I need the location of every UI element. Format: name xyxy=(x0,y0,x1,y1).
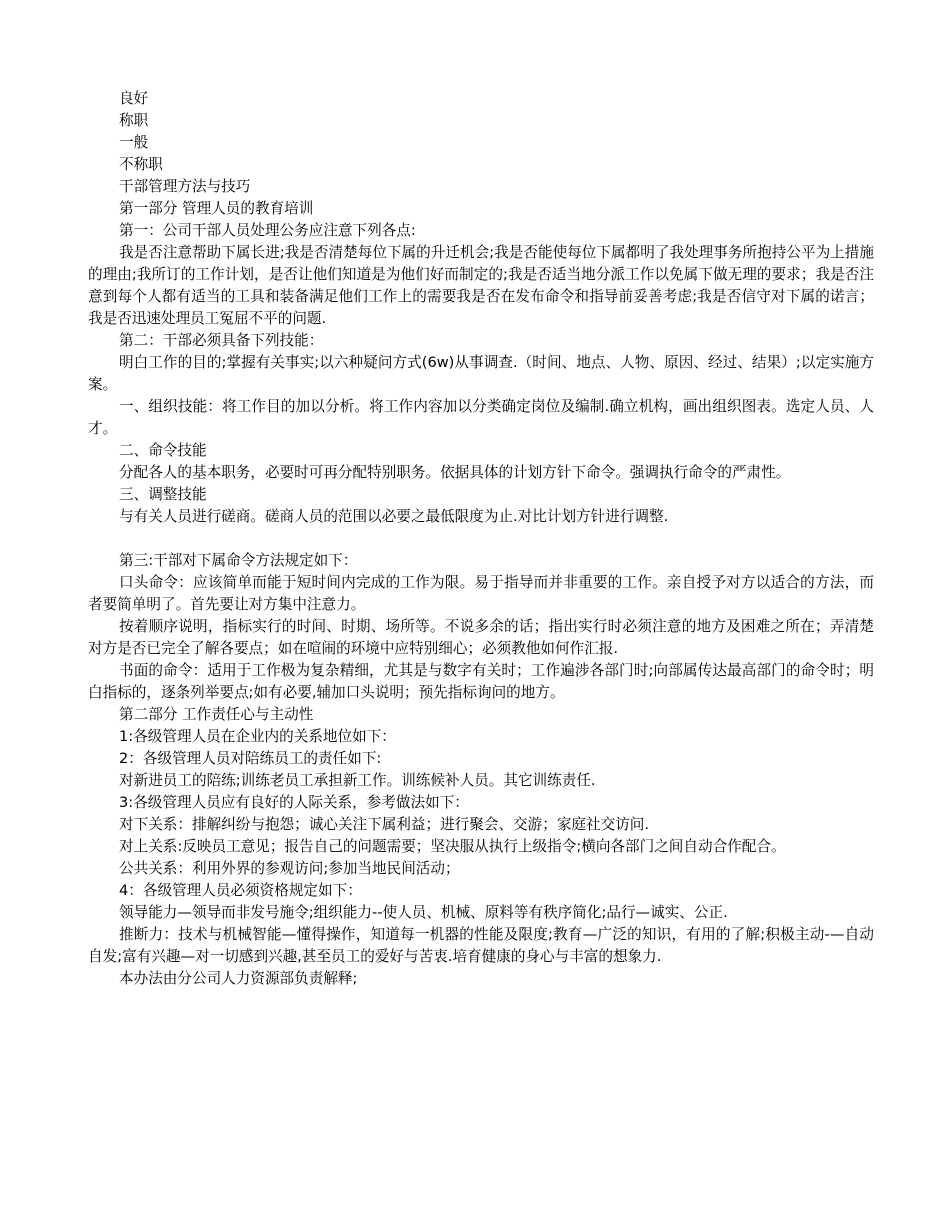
paragraph: 与有关人员进行磋商。磋商人员的范围以必要之最低限度为止.对比计划方针进行调整. xyxy=(119,508,669,525)
document-body xyxy=(88,88,874,990)
paragraph: 推断力：技术与机械智能—懂得操作，知道每一机器的性能及限度;教育—广泛的知识，有用的了解;积极主动-—自动自发;富有兴趣—对一切感到兴趣,甚至员工的爱好与苦衷.培育健康的身心与丰富的想象力. xyxy=(88,926,874,965)
rating-good: 良好 xyxy=(119,90,149,107)
paragraph: 分配各人的基本职务，必要时可再分配特别职务。依据具体的计划方针下命令。强调执行命令的严肃性。 xyxy=(119,464,791,481)
paragraph: 3:各级管理人员应有良好的人际关系，参考做法如下： xyxy=(119,794,469,811)
paragraph: 领导能力—领导而非发号施令;组织能力--使人员、机械、原料等有秩序简化;品行—诚实、公正. xyxy=(119,904,728,921)
paragraph: 口头命令：应该简单而能于短时间内完成的工作为限。易于指导而并非重要的工作。亲自授予对方以适合的方法，而者要简单明了。首先要让对方集中注意力。 xyxy=(88,574,874,613)
paragraph: 三、调整技能 xyxy=(119,486,207,503)
paragraph: 我是否注意帮助下属长进;我是否清楚每位下属的升迁机会;我是否能使每位下属都明了我处理事务所抱持公平为上措施的理由;我所订的工作计划，是否让他们知道是为他们好而制定的;我是否适当地分派工作以免属下做无理的要求；我是否注意到每个人都有适当的工具和装备满足他们工作上的需要我是否在发布命令和指导前妥善考虑;我是否信守对下属的诺言；我是否迅速处理员工冤屈不平的问题. xyxy=(88,244,874,327)
paragraph: 2：各级管理人员对陪练员工的责任如下: xyxy=(119,750,382,767)
paragraph: 公共关系：利用外界的参观访问;参加当地民间活动； xyxy=(119,860,460,877)
document-title: 干部管理方法与技巧 xyxy=(119,178,251,195)
paragraph: 本办法由分公司人力资源部负责解释; xyxy=(119,970,358,987)
paragraph: 1:各级管理人员在企业内的关系地位如下： xyxy=(119,728,396,745)
paragraph: 对上关系:反映员工意见；报告自己的问题需要；坚决服从执行上级指令;横向各部门之间自动合作配合。 xyxy=(119,838,786,855)
rating-incompetent: 不称职 xyxy=(119,156,163,173)
paragraph: 书面的命令：适用于工作极为复杂精细，尤其是与数字有关时；工作遍涉各部门时;向部属传达最高部门的命令时；明白指标的，逐条列举要点;如有必要,辅加口头说明；预先指标询问的地方。 xyxy=(88,662,874,701)
section-heading: 第一部分 管理人员的教育培训 xyxy=(119,200,314,217)
section-heading: 第二部分 工作责任心与主动性 xyxy=(119,706,314,723)
paragraph: 二、命令技能 xyxy=(119,442,207,459)
paragraph: 对新进员工的陪练;训练老员工承担新工作。训练候补人员。其它训练责任. xyxy=(119,772,596,789)
paragraph: 4：各级管理人员必须资格规定如下： xyxy=(119,882,362,899)
paragraph: 明白工作的目的;掌握有关事实;以六种疑问方式(6w)从事调查.（时间、地点、人物、原因、经过、结果）;以定实施方案。 xyxy=(88,354,874,393)
paragraph: 第一：公司干部人员处理公务应注意下列各点: xyxy=(119,222,416,239)
paragraph: 按着顺序说明，指标实行的时间、时期、场所等。不说多余的话；指出实行时必须注意的地方及困难之所在；弄清楚对方是否已完全了解各要点；如在喧闹的环境中应特别细心；必须教他如何作汇报. xyxy=(88,618,874,657)
rating-competent: 称职 xyxy=(119,112,149,129)
rating-average: 一般 xyxy=(119,134,149,151)
paragraph: 第三:干部对下属命令方法规定如下： xyxy=(119,552,358,569)
blank-line xyxy=(88,528,874,550)
paragraph: 第二：干部必须具备下列技能： xyxy=(119,332,324,349)
paragraph: 对下关系：排解纠纷与抱怨；诚心关注下属利益；进行聚会、交游；家庭社交访问. xyxy=(119,816,650,833)
paragraph: 一、组织技能：将工作目的加以分析。将工作内容加以分类确定岗位及编制.确立机构，画出组织图表。选定人员、人才。 xyxy=(88,398,874,437)
